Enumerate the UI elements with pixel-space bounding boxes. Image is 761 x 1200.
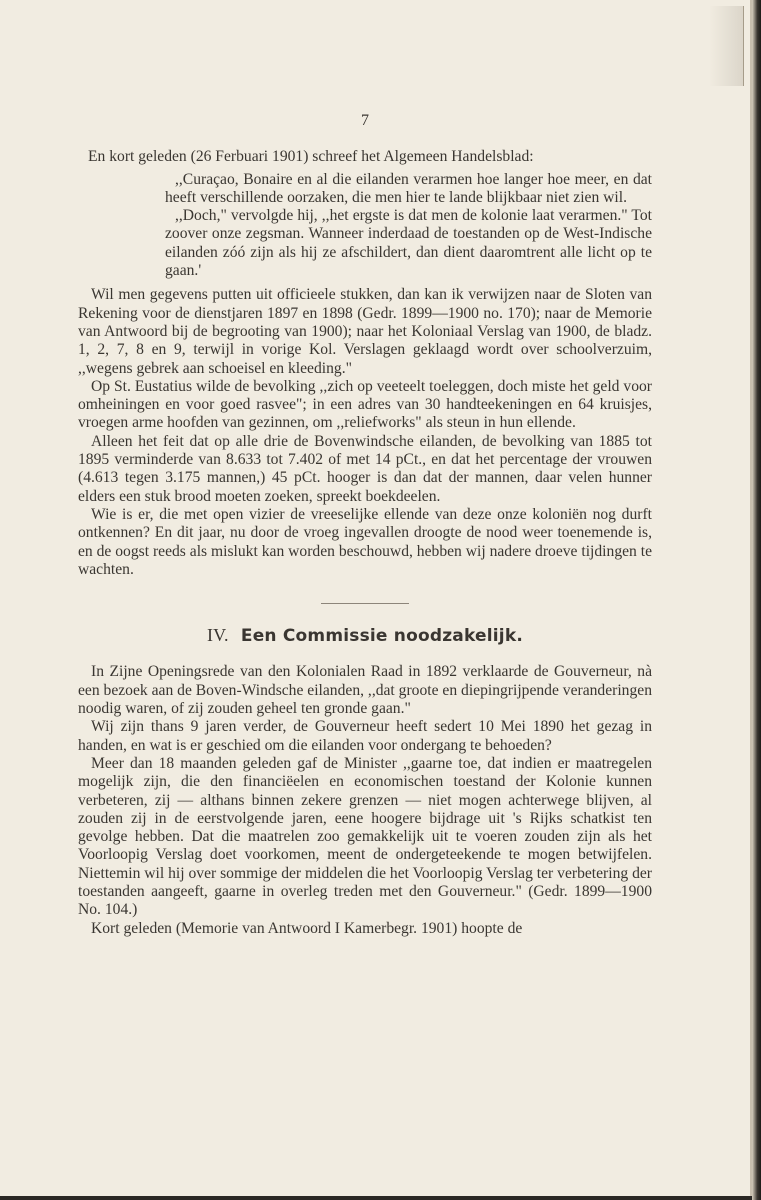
body-paragraph: Wie is er, die met open vizier de vreeselijke ellende van deze onze koloniën nog durft ontkennen? En dit jaar, nu door de vroeg ingevallen droogte de nood weer toenemende is, en de oogst reeds als mislukt kan worden beschouwd, hebben wij nadere droeve tijdingen te wachten. [78, 505, 652, 578]
section-numeral: IV. [206, 625, 229, 646]
section-title: Een Commissie noodzakelijk. [240, 626, 523, 647]
section-divider [321, 603, 409, 604]
page-fold-shadow [709, 6, 744, 86]
quote-paragraph: ,,Curaçao, Bonaire en al die eilanden verarmen hoe langer hoe meer, en dat heeft verschillende oorzaken, die men hier te lande blijkbaar niet zien wil. [165, 170, 652, 206]
body-paragraph: Wil men gegevens putten uit officieele stukken, dan kan ik verwijzen naar de Sloten van Rekening voor de dienstjaren 1897 en 1898 (Gedr. 1899—1900 no. 170); naar de Memorie van Antwoord bij de begrooting van 1900); naar het Koloniaal Verslag van 1900, de bladz. 1, 2, 7, 8 en 9, terwijl in vorige Kol. Verslagen geklaagd wordt over schoolverzuim, ,,wegens gebrek aan schoeisel en kleeding." [78, 286, 652, 377]
body-paragraph: Alleen het feit dat op alle drie de Bovenwindsche eilanden, de bevolking van 1885 tot 1895 verminderde van 8.633 tot 7.402 of met 14 pCt., en dat het percentage der vrouwen (4.613 tegen 3.175 mannen,) 45 pCt. hooger is dan dat der mannen, daar velen hunner elders een stuk brood moeten zoeken, spreekt boekdeelen. [78, 432, 652, 505]
page-content [78, 112, 652, 938]
body-paragraph: In Zijne Openingsrede van den Kolonialen Raad in 1892 verklaarde de Gouverneur, nà een bezoek aan de Boven-Windsche eilanden, ,,dat groote en diepingrijpende veranderingen noodig waren, of zij zouden geheel ten gronde gaan." [78, 663, 652, 718]
intro-paragraph: En kort geleden (26 Ferbuari 1901) schreef het Algemeen Handelsblad: [88, 148, 534, 166]
quote-paragraph: ,,Doch," vervolgde hij, ,,het ergste is dat men de kolonie laat verarmen." Tot zoover onze zegsman. Wanneer inderdaad de toestanden op de West-Indische eilanden zóó zijn als hij ze afschildert, dan dient daaromtrent alle licht op te gaan.' [165, 207, 652, 280]
page-edge [752, 0, 761, 1200]
block-quote [165, 171, 652, 281]
body-paragraph: Meer dan 18 maanden geleden gaf de Minister ,,gaarne toe, dat indien er maatregelen mogelijk zijn, die den financiëelen en economischen toestand der Kolonie kunnen verbeteren, zij — althans binnen zekere grenzen — niet mogen achterwege blijven, al zouden zij in de eerstvolgende jaren, eene hoogere bijdrage uit 's Rijks schatkist ten gevolge hebben. Dat die maatrelen zoo gemakkelijk uit te voeren zouden zijn als het Voorloopig Verslag doet voorkomen, meent de ondergeteekende te mogen betwijfelen. Niettemin wil hij over sommige der middelen die het Voorloopig Verslag ter verbetering der toestanden aangeeft, gaarne in overleg treden met den Gouverneur." (Gedr. 1899—1900 No. 104.) [78, 754, 652, 919]
body-paragraph: Kort geleden (Memorie van Antwoord I Kamerbegr. 1901) hoopte de [91, 919, 523, 937]
body-paragraph: Wij zijn thans 9 jaren verder, de Gouverneur heeft sedert 10 Mei 1890 het gezag in handen, en wat is er geschied om die eilanden voor ondergang te behoeden? [78, 718, 652, 754]
section-heading [78, 626, 652, 645]
page-number: 7 [361, 112, 369, 129]
body-paragraph: Op St. Eustatius wilde de bevolking ,,zich op veeteelt toeleggen, doch miste het geld voor omheiningen en voor goed rasvee"; in een adres van 30 handteekeningen en 64 kruisjes, vroegen arme hoofden van gezinnen, om ,,reliefworks" als steun in hun ellende. [78, 377, 652, 432]
